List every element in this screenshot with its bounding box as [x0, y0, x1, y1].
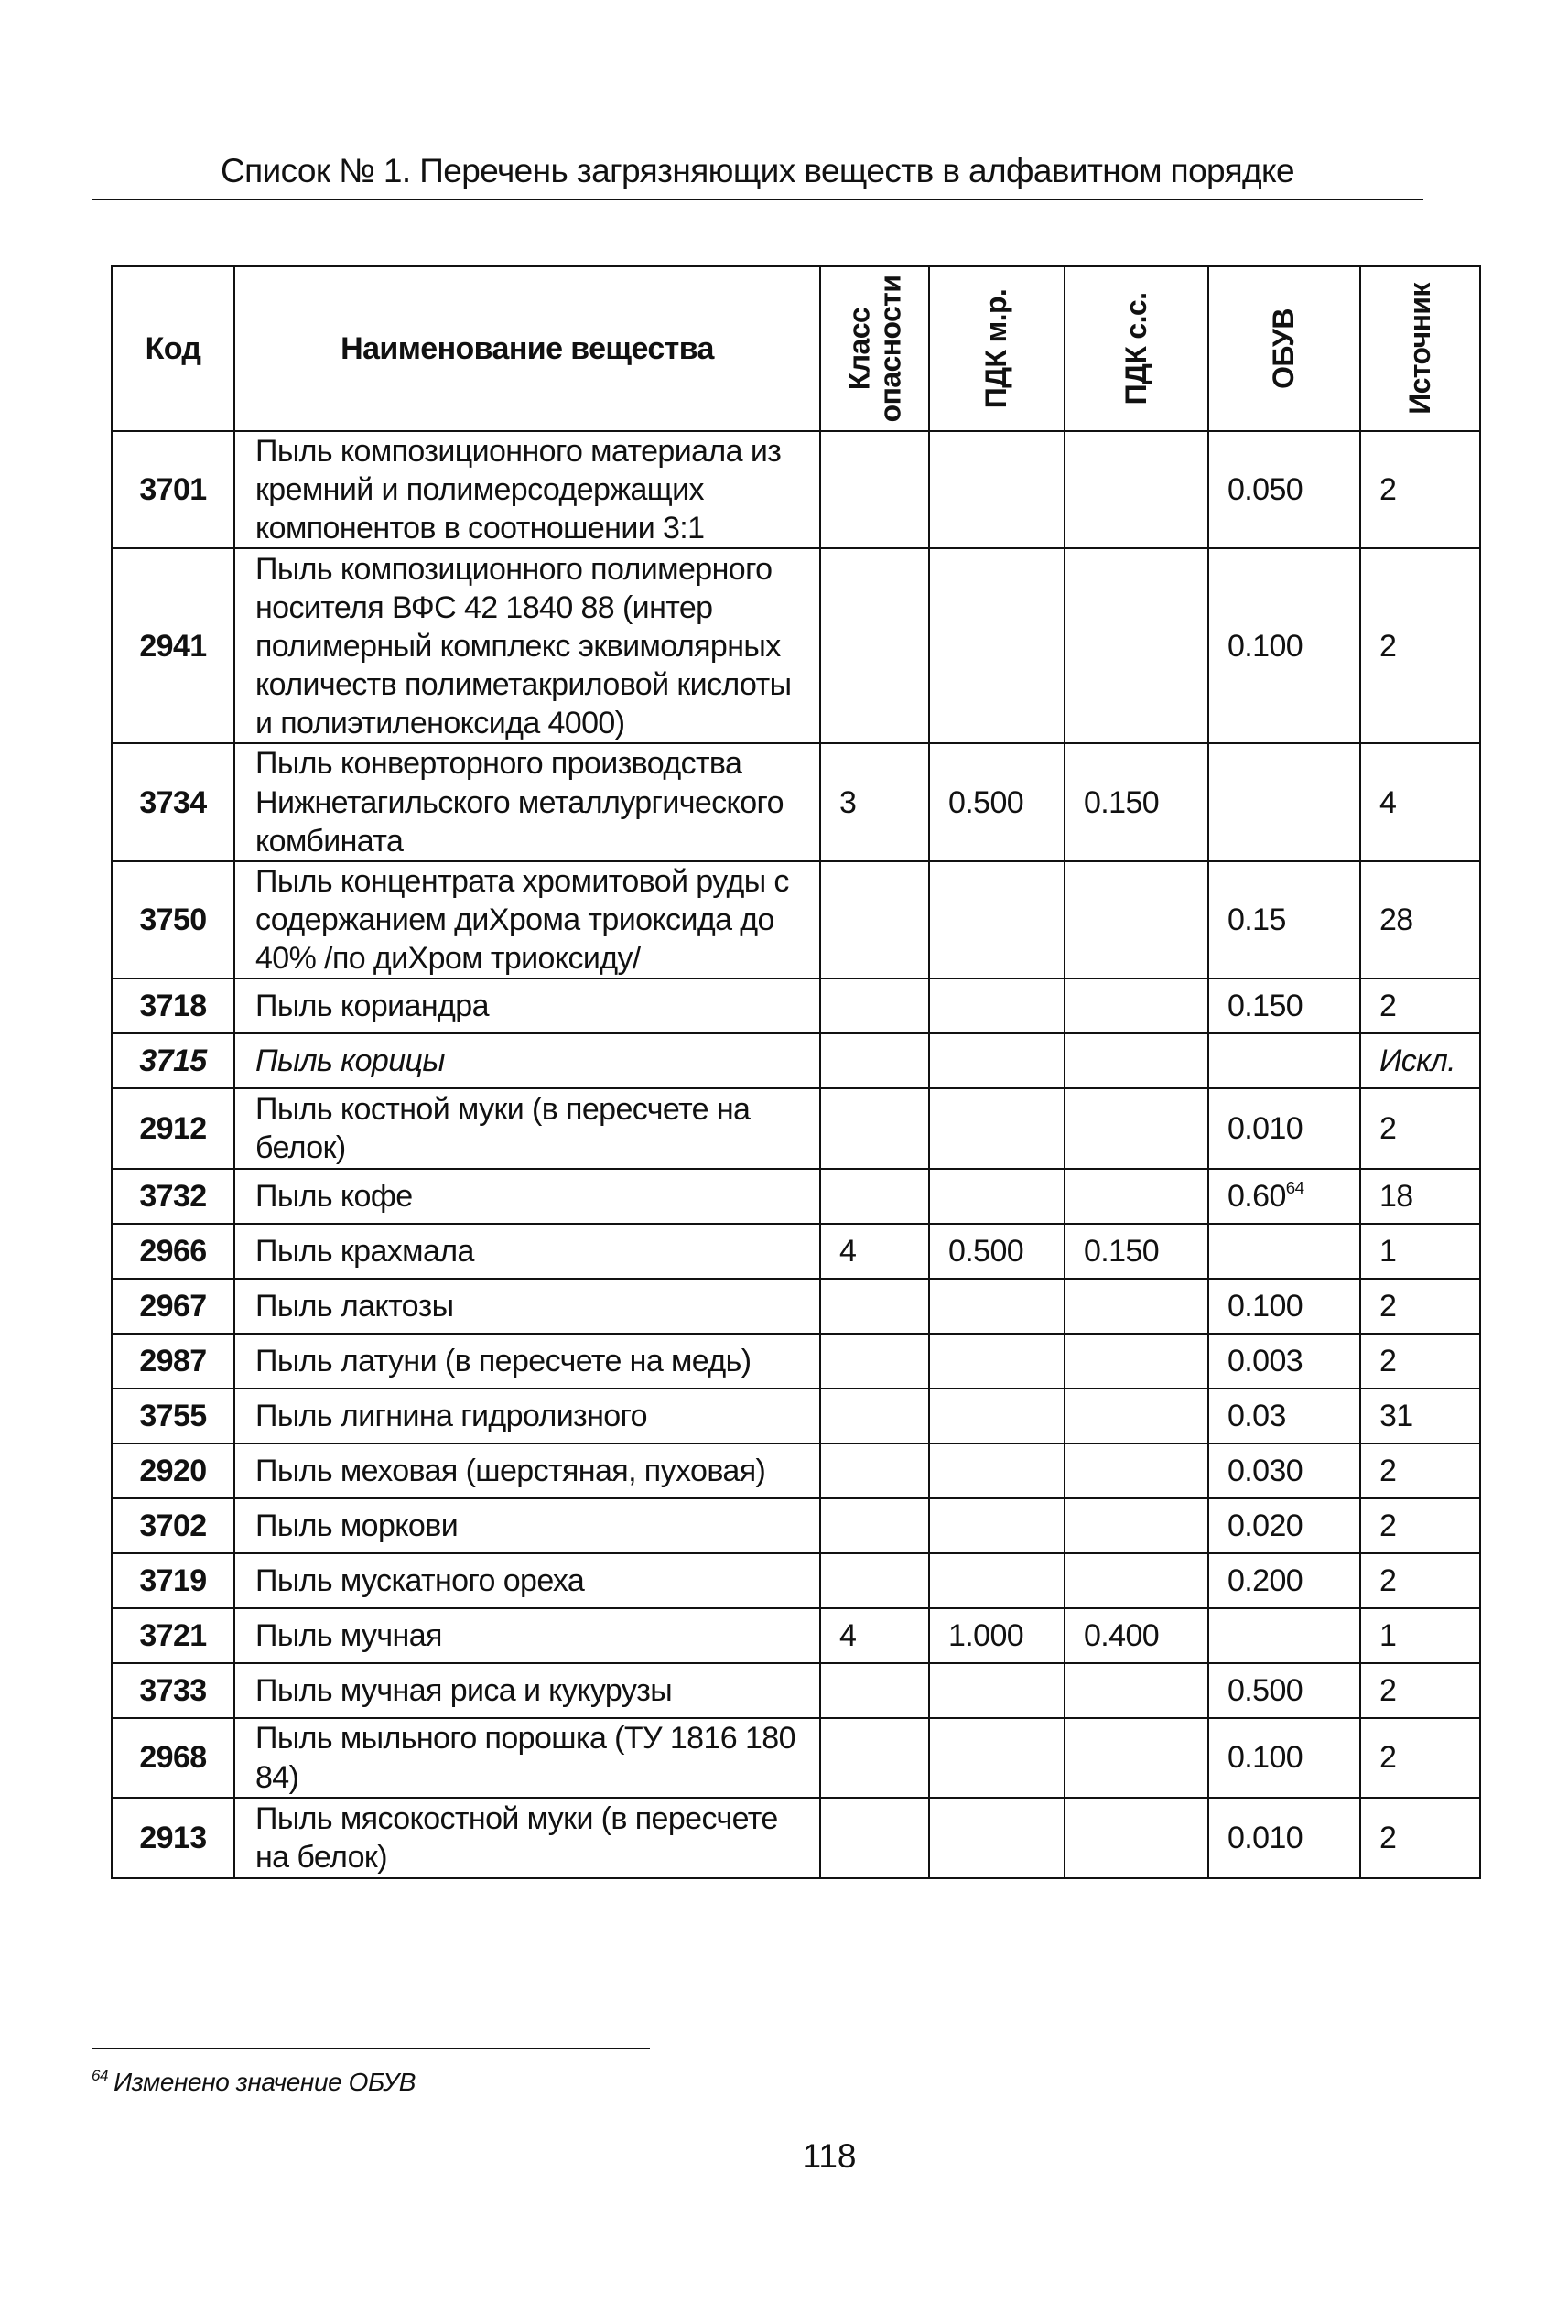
pdk-mr-cell	[929, 1279, 1065, 1334]
name-cell: Пыль моркови	[234, 1498, 820, 1553]
name-cell: Пыль костной муки (в пересчете на белок)	[234, 1088, 820, 1169]
table-row	[112, 1088, 1480, 1169]
table-row	[112, 1334, 1480, 1389]
page-title: Список № 1. Перечень загрязняющих веществ в алфавитном порядке	[220, 152, 1295, 189]
pdk-ss-cell	[1065, 1798, 1208, 1878]
obuv-label: ОБУВ	[1267, 308, 1301, 389]
hazard-class-cell	[820, 1718, 929, 1797]
obuv-cell: 0.60$^{64}$	[1208, 1169, 1360, 1224]
obuv-cell: 0.003	[1208, 1334, 1360, 1389]
table-row	[112, 1169, 1480, 1224]
code-cell: 2968	[112, 1718, 234, 1797]
table-body	[112, 431, 1480, 1878]
obuv-cell	[1208, 743, 1360, 860]
name-cell: Пыль мыльного порошка (ТУ 1816 180 84)	[234, 1718, 820, 1797]
obuv-cell: 0.200	[1208, 1553, 1360, 1608]
name-cell: Пыль мучная риса и кукурузы	[234, 1663, 820, 1718]
name-cell: Пыль лигнина гидролизного	[234, 1389, 820, 1443]
table-row	[112, 1798, 1480, 1878]
source-cell: Искл.	[1360, 1033, 1480, 1088]
code-cell: 2912	[112, 1088, 234, 1169]
obuv-cell: 0.100	[1208, 1279, 1360, 1334]
hazard-class-cell	[820, 1033, 929, 1088]
hazard-class-cell	[820, 548, 929, 743]
code-cell: 3719	[112, 1553, 234, 1608]
table-row	[112, 548, 1480, 743]
hazard-class-cell	[820, 1798, 929, 1878]
source-cell: 18	[1360, 1169, 1480, 1224]
pdk-ss-cell: 0.150	[1065, 1224, 1208, 1279]
pdk-mr-cell	[929, 1498, 1065, 1553]
pdk-ss-cell	[1065, 548, 1208, 743]
code-cell: 2913	[112, 1798, 234, 1878]
code-cell: 3755	[112, 1389, 234, 1443]
pdk-ss-cell: 0.400	[1065, 1608, 1208, 1663]
column-header-source	[1360, 266, 1480, 431]
pdk-ss-cell	[1065, 431, 1208, 548]
source-cell: 2	[1360, 431, 1480, 548]
pdk-mr-cell	[929, 1088, 1065, 1169]
hazard-class-cell	[820, 1334, 929, 1389]
substances-table	[111, 265, 1481, 1879]
source-cell: 31	[1360, 1389, 1480, 1443]
name-cell: Пыль крахмала	[234, 1224, 820, 1279]
code-cell: 3734	[112, 743, 234, 860]
pdk-mr-cell: 0.500	[929, 743, 1065, 860]
obuv-cell: 0.500	[1208, 1663, 1360, 1718]
source-cell: 2	[1360, 1663, 1480, 1718]
name-cell: Пыль кориандра	[234, 978, 820, 1033]
hazard-class-cell	[820, 1169, 929, 1224]
name-cell: Пыль меховая (шерстяная, пуховая)	[234, 1443, 820, 1498]
source-label: Источник	[1402, 283, 1436, 415]
column-header-obuv	[1208, 266, 1360, 431]
table-row	[112, 1553, 1480, 1608]
code-cell: 2941	[112, 548, 234, 743]
hazard-class-cell	[820, 1389, 929, 1443]
pdk-mr-cell	[929, 1553, 1065, 1608]
pdk-mr-cell	[929, 978, 1065, 1033]
hazard-class-cell: 3	[820, 743, 929, 860]
pdk-mr-cell	[929, 1798, 1065, 1878]
table-row	[112, 1718, 1480, 1797]
source-cell: 2	[1360, 1088, 1480, 1169]
hazard-class-cell	[820, 1663, 929, 1718]
pdk-ss-cell	[1065, 978, 1208, 1033]
footnote-ref: 64	[1285, 1178, 1304, 1198]
pdk-mr-cell	[929, 1663, 1065, 1718]
code-cell: 3721	[112, 1608, 234, 1663]
code-cell: 3733	[112, 1663, 234, 1718]
pdk-mr-cell	[929, 1169, 1065, 1224]
source-cell: 1	[1360, 1224, 1480, 1279]
pdk-ss-cell	[1065, 1389, 1208, 1443]
obuv-cell: 0.150	[1208, 978, 1360, 1033]
code-cell: 3701	[112, 431, 234, 548]
pdk-mr-cell: 1.000	[929, 1608, 1065, 1663]
source-cell: 2	[1360, 548, 1480, 743]
pdk-ss-label: ПДК с.с.	[1119, 292, 1152, 405]
pdk-ss-cell	[1065, 1279, 1208, 1334]
name-cell: Пыль кофе	[234, 1169, 820, 1224]
pdk-mr-cell	[929, 861, 1065, 978]
pdk-ss-cell	[1065, 1088, 1208, 1169]
table-row	[112, 743, 1480, 860]
footnote-text: Изменено значение ОБУВ	[114, 2068, 416, 2096]
table-row	[112, 1663, 1480, 1718]
pdk-ss-cell	[1065, 1169, 1208, 1224]
source-cell: 2	[1360, 1553, 1480, 1608]
column-header-name: Наименование вещества	[234, 266, 820, 431]
code-cell: 2987	[112, 1334, 234, 1389]
source-cell: 2	[1360, 1279, 1480, 1334]
name-cell: Пыль концентрата хромитовой руды с содержанием диХрома триоксида до 40% /по диХром триоксиду/	[234, 861, 820, 978]
pdk-mr-cell	[929, 548, 1065, 743]
pdk-mr-cell	[929, 1033, 1065, 1088]
obuv-cell: 0.03	[1208, 1389, 1360, 1443]
column-header-hazard-class	[820, 266, 929, 431]
name-cell: Пыль композиционного материала из кремний и полимерсодержащих компонентов в соотношении 3:1	[234, 431, 820, 548]
code-cell: 2967	[112, 1279, 234, 1334]
pdk-ss-cell	[1065, 1033, 1208, 1088]
pdk-ss-cell	[1065, 1443, 1208, 1498]
source-cell: 2	[1360, 1498, 1480, 1553]
code-cell: 3750	[112, 861, 234, 978]
code-cell: 3732	[112, 1169, 234, 1224]
obuv-cell: 0.100	[1208, 548, 1360, 743]
table-row	[112, 1498, 1480, 1553]
obuv-cell: 0.100	[1208, 1718, 1360, 1797]
obuv-cell: 0.15	[1208, 861, 1360, 978]
obuv-cell	[1208, 1608, 1360, 1663]
pdk-mr-label: ПДК м.р.	[979, 288, 1013, 409]
hazard-class-label: Класс опасности	[841, 275, 906, 423]
pdk-ss-cell	[1065, 1718, 1208, 1797]
name-cell: Пыль мускатного ореха	[234, 1553, 820, 1608]
obuv-cell: 0.030	[1208, 1443, 1360, 1498]
source-cell: 2	[1360, 1334, 1480, 1389]
obuv-cell: 0.020	[1208, 1498, 1360, 1553]
code-cell: 3702	[112, 1498, 234, 1553]
name-cell: Пыль лактозы	[234, 1279, 820, 1334]
obuv-cell	[1208, 1033, 1360, 1088]
pdk-ss-cell	[1065, 1334, 1208, 1389]
footnote-mark: 64	[92, 2067, 109, 2084]
hazard-class-cell	[820, 1498, 929, 1553]
source-cell: 2	[1360, 1443, 1480, 1498]
page-number: 118	[802, 2137, 857, 2175]
hazard-class-cell	[820, 1279, 929, 1334]
pdk-ss-cell	[1065, 1498, 1208, 1553]
table-row	[112, 1224, 1480, 1279]
name-cell: Пыль корицы	[234, 1033, 820, 1088]
code-cell: 2966	[112, 1224, 234, 1279]
pdk-mr-cell	[929, 1389, 1065, 1443]
obuv-cell: 0.050	[1208, 431, 1360, 548]
table-row	[112, 978, 1480, 1033]
source-cell: 4	[1360, 743, 1480, 860]
hazard-class-cell: 4	[820, 1608, 929, 1663]
hazard-class-cell	[820, 861, 929, 978]
pdk-ss-cell	[1065, 1663, 1208, 1718]
hazard-class-cell	[820, 978, 929, 1033]
hazard-class-cell	[820, 431, 929, 548]
column-header-pdk-ss	[1065, 266, 1208, 431]
source-cell: 2	[1360, 1798, 1480, 1878]
hazard-class-cell	[820, 1443, 929, 1498]
pdk-mr-cell	[929, 1718, 1065, 1797]
name-cell: Пыль мясокостной муки (в пересчете на белок)	[234, 1798, 820, 1878]
name-cell: Пыль латуни (в пересчете на медь)	[234, 1334, 820, 1389]
name-cell: Пыль мучная	[234, 1608, 820, 1663]
title-rule	[92, 199, 1423, 200]
column-header-code: Код	[112, 266, 234, 431]
code-cell: 3715	[112, 1033, 234, 1088]
column-header-pdk-mr	[929, 266, 1065, 431]
pdk-ss-cell	[1065, 861, 1208, 978]
table-row	[112, 1279, 1480, 1334]
source-cell: 1	[1360, 1608, 1480, 1663]
hazard-class-cell	[820, 1088, 929, 1169]
code-cell: 3718	[112, 978, 234, 1033]
pdk-mr-cell	[929, 431, 1065, 548]
pdk-ss-cell: 0.150	[1065, 743, 1208, 860]
source-cell: 2	[1360, 1718, 1480, 1797]
table-row	[112, 1443, 1480, 1498]
table-row	[112, 1389, 1480, 1443]
code-cell: 2920	[112, 1443, 234, 1498]
name-cell: Пыль композиционного полимерного носителя ВФС 42 1840 88 (интер полимерный комплекс эквимолярных количеств полиметакриловой кислоты и полиэтиленоксида 4000)	[234, 548, 820, 743]
obuv-cell	[1208, 1224, 1360, 1279]
pdk-mr-cell: 0.500	[929, 1224, 1065, 1279]
source-cell: 2	[1360, 978, 1480, 1033]
name-cell: Пыль конверторного производства Нижнетагильского металлургического комбината	[234, 743, 820, 860]
pdk-ss-cell	[1065, 1553, 1208, 1608]
table-row	[112, 861, 1480, 978]
hazard-class-cell: 4	[820, 1224, 929, 1279]
hazard-class-cell	[820, 1553, 929, 1608]
table-row	[112, 1608, 1480, 1663]
pdk-mr-cell	[929, 1334, 1065, 1389]
pdk-mr-cell	[929, 1443, 1065, 1498]
table-row	[112, 1033, 1480, 1088]
obuv-cell: 0.010	[1208, 1088, 1360, 1169]
table-row	[112, 431, 1480, 548]
obuv-cell: 0.010	[1208, 1798, 1360, 1878]
source-cell: 28	[1360, 861, 1480, 978]
footnote	[92, 2067, 416, 2097]
table-header-row	[112, 266, 1480, 431]
footnote-rule	[92, 2048, 650, 2049]
